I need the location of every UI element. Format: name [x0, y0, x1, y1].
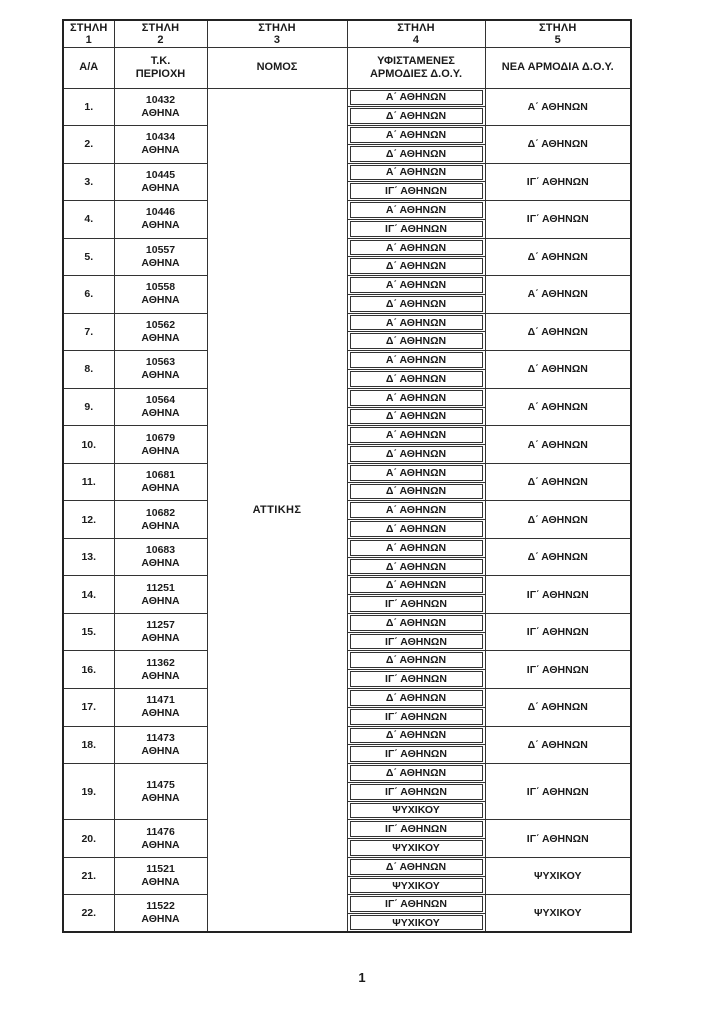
serial-number-cell: 6. [63, 276, 114, 314]
serial-number-cell: 21. [63, 857, 114, 895]
postal-code: 11471 [146, 694, 175, 707]
serial-number-cell: 9. [63, 388, 114, 426]
new-doy-cell: Δ΄ ΑΘΗΝΩΝ [485, 726, 631, 764]
table-row [63, 764, 631, 783]
existing-doy-cell [347, 182, 485, 201]
existing-doy-cell [347, 670, 485, 689]
postal-code-cell [114, 538, 207, 576]
column-title-number: 4 [412, 33, 420, 46]
table-row [63, 163, 631, 182]
existing-doy-cell [347, 407, 485, 426]
existing-doy-cell [347, 520, 485, 539]
existing-doy-cell [347, 257, 485, 276]
serial-number-cell: 17. [63, 689, 114, 727]
postal-code-cell [114, 351, 207, 389]
existing-doy-cell [347, 538, 485, 557]
postal-code: 11522 [146, 900, 175, 913]
new-doy-cell: Α΄ ΑΘΗΝΩΝ [485, 426, 631, 464]
postal-code: 11476 [146, 825, 175, 838]
new-doy-cell: Δ΄ ΑΘΗΝΩΝ [485, 313, 631, 351]
postal-code: 11251 [146, 581, 175, 594]
postal-code: 10557 [145, 243, 176, 256]
serial-number-cell: 14. [63, 576, 114, 614]
postal-code-cell [114, 764, 207, 820]
existing-doy-box: Δ΄ ΑΘΗΝΩΝ [350, 859, 483, 875]
existing-doy-cell [347, 351, 485, 370]
existing-doy-box: ΙΓ΄ ΑΘΗΝΩΝ [350, 784, 483, 800]
existing-doy-cell [347, 707, 485, 726]
new-doy-cell: ΨΥΧΙΚΟΥ [485, 895, 631, 933]
existing-doy-box: ΙΓ΄ ΑΘΗΝΩΝ [350, 596, 483, 612]
table-row [63, 426, 631, 445]
existing-doy-box: Δ΄ ΑΘΗΝΩΝ [350, 484, 483, 500]
existing-doy-box: Δ΄ ΑΘΗΝΩΝ [350, 521, 483, 537]
existing-doy-cell [347, 163, 485, 182]
existing-doy-cell [347, 219, 485, 238]
area-name: ΑΘΗΝΑ [141, 181, 180, 194]
existing-doy-cell [347, 88, 485, 107]
postal-code: 11521 [146, 863, 175, 876]
table-row [63, 276, 631, 295]
column-title-number: 1 [85, 33, 92, 46]
existing-doy-box: ΨΥΧΙΚΟΥ [350, 915, 483, 930]
existing-doy-box: Α΄ ΑΘΗΝΩΝ [350, 127, 483, 143]
table-row [63, 857, 631, 876]
table-row [63, 351, 631, 370]
existing-doy-cell [347, 914, 485, 933]
area-name: ΑΘΗΝΑ [141, 144, 180, 157]
new-doy-cell: Α΄ ΑΘΗΝΩΝ [485, 276, 631, 314]
existing-doy-cell [347, 144, 485, 163]
existing-doy-cell [347, 445, 485, 464]
existing-doy-cell [347, 463, 485, 482]
existing-doy-cell [347, 820, 485, 839]
existing-doy-box: Α΄ ΑΘΗΝΩΝ [350, 315, 483, 331]
serial-number-cell: 13. [63, 538, 114, 576]
existing-doy-box: Α΄ ΑΘΗΝΩΝ [350, 540, 483, 556]
existing-doy-cell [347, 313, 485, 332]
table-row [63, 501, 631, 520]
area-name: ΑΘΗΝΑ [141, 106, 180, 119]
area-name: ΑΘΗΝΑ [141, 294, 180, 307]
new-doy-cell: ΙΓ΄ ΑΘΗΝΩΝ [485, 764, 631, 820]
table-row [63, 613, 631, 632]
postal-code-cell [114, 126, 207, 164]
serial-number-cell: 2. [63, 126, 114, 164]
existing-doy-box: ΨΥΧΙΚΟΥ [350, 803, 483, 819]
existing-doy-cell [347, 557, 485, 576]
existing-doy-cell [347, 613, 485, 632]
existing-doy-cell [347, 332, 485, 351]
table-row [63, 201, 631, 220]
page-number: 1 [358, 970, 366, 985]
prefecture-cell: ΑΤΤΙΚΗΣ [207, 88, 347, 932]
existing-doy-cell [347, 839, 485, 858]
column-title-number: 2 [157, 33, 164, 46]
new-doy-cell: ΙΓ΄ ΑΘΗΝΩΝ [485, 820, 631, 858]
existing-doy-box: Δ΄ ΑΘΗΝΩΝ [350, 296, 483, 312]
existing-doy-cell [347, 632, 485, 651]
new-doy-cell: Δ΄ ΑΘΗΝΩΝ [485, 351, 631, 389]
existing-doy-box: Α΄ ΑΘΗΝΩΝ [350, 502, 483, 518]
serial-number-cell: 22. [63, 895, 114, 933]
existing-doy-cell [347, 801, 485, 820]
area-name: ΑΘΗΝΑ [141, 876, 180, 889]
existing-doy-box: Δ΄ ΑΘΗΝΩΝ [350, 615, 483, 631]
table-row [63, 313, 631, 332]
new-doy-cell: ΙΓ΄ ΑΘΗΝΩΝ [485, 651, 631, 689]
existing-doy-box: ΙΓ΄ ΑΘΗΝΩΝ [350, 183, 483, 199]
existing-doy-cell [347, 276, 485, 295]
postal-code: 10434 [145, 131, 176, 144]
area-name: ΑΘΗΝΑ [141, 444, 180, 457]
existing-doy-box: ΙΓ΄ ΑΘΗΝΩΝ [350, 746, 483, 762]
area-name: ΑΘΗΝΑ [141, 707, 180, 720]
table-row [63, 576, 631, 595]
header-line: ΝΕΑ ΑΡΜΟΔΙΑ Δ.Ο.Υ. [501, 61, 614, 73]
postal-code-cell [114, 651, 207, 689]
existing-doy-cell [347, 107, 485, 126]
existing-doy-box: ΙΓ΄ ΑΘΗΝΩΝ [350, 896, 483, 912]
postal-code: 10564 [145, 394, 176, 407]
area-name: ΑΘΗΝΑ [141, 744, 180, 757]
existing-doy-box: Δ΄ ΑΘΗΝΩΝ [350, 765, 483, 781]
existing-doy-box: Α΄ ΑΘΗΝΩΝ [350, 277, 483, 293]
serial-number-cell: 18. [63, 726, 114, 764]
existing-doy-box: Δ΄ ΑΘΗΝΩΝ [350, 108, 483, 124]
existing-doy-box: ΙΓ΄ ΑΘΗΝΩΝ [350, 821, 483, 837]
column-title-text: ΣΤΗΛΗ [538, 21, 577, 34]
existing-doy-box: Δ΄ ΑΘΗΝΩΝ [350, 728, 483, 744]
postal-code-cell [114, 501, 207, 539]
new-doy-cell: ΙΓ΄ ΑΘΗΝΩΝ [485, 613, 631, 651]
existing-doy-cell [347, 726, 485, 745]
existing-doy-cell [347, 501, 485, 520]
header-line: ΠΕΡΙΟΧΗ [135, 67, 186, 80]
table-row [63, 651, 631, 670]
header-line: Τ.Κ. [150, 54, 171, 67]
serial-number-cell: 19. [63, 764, 114, 820]
existing-doy-cell [347, 764, 485, 783]
existing-doy-cell [347, 595, 485, 614]
column-title-text: ΣΤΗΛΗ [258, 21, 296, 34]
column-header-postal-code [114, 47, 207, 88]
table-row [63, 388, 631, 407]
postal-code-cell [114, 576, 207, 614]
existing-doy-box: Α΄ ΑΘΗΝΩΝ [350, 352, 483, 368]
header-line: ΑΡΜΟΔΙΕΣ Δ.Ο.Υ. [369, 67, 462, 80]
existing-doy-box: Α΄ ΑΘΗΝΩΝ [350, 390, 483, 406]
area-name: ΑΘΗΝΑ [141, 219, 180, 232]
header-line: Α/Α [79, 61, 99, 73]
postal-code: 10558 [145, 281, 176, 294]
existing-doy-box: ΙΓ΄ ΑΘΗΝΩΝ [350, 221, 483, 237]
existing-doy-box: Δ΄ ΑΘΗΝΩΝ [350, 333, 483, 349]
existing-doy-cell [347, 745, 485, 764]
table-row [63, 538, 631, 557]
column-title-number: 3 [273, 33, 281, 46]
serial-number-cell: 3. [63, 163, 114, 201]
serial-number-cell: 5. [63, 238, 114, 276]
postal-code-cell [114, 820, 207, 858]
new-doy-cell: Α΄ ΑΘΗΝΩΝ [485, 388, 631, 426]
column-title-2 [114, 20, 207, 47]
new-doy-cell: Δ΄ ΑΘΗΝΩΝ [485, 238, 631, 276]
column-header-serial [63, 47, 114, 88]
existing-doy-cell [347, 651, 485, 670]
postal-code-cell [114, 88, 207, 126]
existing-doy-cell [347, 689, 485, 708]
column-title-number: 5 [554, 33, 561, 46]
existing-doy-box: ΨΥΧΙΚΟΥ [350, 878, 483, 894]
area-name: ΑΘΗΝΑ [141, 482, 180, 495]
existing-doy-cell [347, 576, 485, 595]
serial-number-cell: 11. [63, 463, 114, 501]
area-name: ΑΘΗΝΑ [141, 594, 180, 607]
serial-number-cell: 4. [63, 201, 114, 239]
postal-code: 10562 [145, 318, 176, 331]
postal-code: 11475 [146, 778, 175, 791]
area-name: ΑΘΗΝΑ [141, 256, 180, 269]
existing-doy-cell [347, 388, 485, 407]
column-title-4 [347, 20, 485, 47]
new-doy-cell: ΙΓ΄ ΑΘΗΝΩΝ [485, 163, 631, 201]
existing-doy-box: ΙΓ΄ ΑΘΗΝΩΝ [350, 709, 483, 725]
postal-code: 10681 [145, 469, 176, 482]
existing-doy-cell [347, 895, 485, 914]
existing-doy-cell [347, 201, 485, 220]
postal-code-cell [114, 388, 207, 426]
existing-doy-box: ΙΓ΄ ΑΘΗΝΩΝ [350, 634, 483, 650]
new-doy-cell: Δ΄ ΑΘΗΝΩΝ [485, 538, 631, 576]
area-name: ΑΘΗΝΑ [141, 557, 180, 570]
table-row [63, 126, 631, 145]
column-title-text: ΣΤΗΛΗ [69, 21, 108, 34]
postal-code: 10446 [145, 206, 176, 219]
table-row [63, 463, 631, 482]
table-body [63, 88, 631, 932]
postal-code: 10563 [145, 356, 176, 369]
new-doy-cell: Δ΄ ΑΘΗΝΩΝ [485, 689, 631, 727]
postal-code-cell [114, 463, 207, 501]
postal-code-cell [114, 613, 207, 651]
column-title-text: ΣΤΗΛΗ [141, 21, 180, 34]
existing-doy-cell [347, 369, 485, 388]
existing-doy-box: Δ΄ ΑΘΗΝΩΝ [350, 371, 483, 387]
column-title-1 [63, 20, 114, 47]
postal-code-cell [114, 276, 207, 314]
new-doy-cell: Δ΄ ΑΘΗΝΩΝ [485, 463, 631, 501]
new-doy-cell: Δ΄ ΑΘΗΝΩΝ [485, 501, 631, 539]
existing-doy-box: Α΄ ΑΘΗΝΩΝ [350, 165, 483, 181]
serial-number-cell: 1. [63, 88, 114, 126]
existing-doy-box: Α΄ ΑΘΗΝΩΝ [350, 427, 483, 443]
header-line: ΥΦΙΣΤΑΜΕΝΕΣ [377, 54, 455, 67]
serial-number-cell: 7. [63, 313, 114, 351]
postal-code: 10682 [145, 506, 176, 519]
existing-doy-box: Δ΄ ΑΘΗΝΩΝ [350, 258, 483, 274]
existing-doy-box: Α΄ ΑΘΗΝΩΝ [350, 465, 483, 481]
column-header-existing-doy [347, 47, 485, 88]
existing-doy-cell [347, 294, 485, 313]
new-doy-cell: ΙΓ΄ ΑΘΗΝΩΝ [485, 576, 631, 614]
postal-code: 10683 [145, 544, 176, 557]
postal-code-cell [114, 163, 207, 201]
table-header [63, 20, 631, 88]
postal-code-cell [114, 313, 207, 351]
column-title-text: ΣΤΗΛΗ [397, 21, 435, 34]
existing-doy-box: Δ΄ ΑΘΗΝΩΝ [350, 409, 483, 425]
postal-code-cell [114, 857, 207, 895]
area-name: ΑΘΗΝΑ [141, 913, 180, 926]
postal-code: 10432 [145, 93, 176, 106]
area-name: ΑΘΗΝΑ [141, 632, 180, 645]
postal-code: 10445 [145, 168, 176, 181]
postal-code-cell [114, 201, 207, 239]
area-name: ΑΘΗΝΑ [141, 369, 180, 382]
postal-code-cell [114, 426, 207, 464]
area-name: ΑΘΗΝΑ [141, 407, 180, 420]
postal-code: 10679 [145, 431, 176, 444]
existing-doy-cell [347, 857, 485, 876]
existing-doy-box: Δ΄ ΑΘΗΝΩΝ [350, 652, 483, 668]
existing-doy-box: ΙΓ΄ ΑΘΗΝΩΝ [350, 671, 483, 687]
existing-doy-cell [347, 426, 485, 445]
table-row [63, 726, 631, 745]
existing-doy-box: Δ΄ ΑΘΗΝΩΝ [350, 690, 483, 706]
existing-doy-cell [347, 782, 485, 801]
header-line: ΝΟΜΟΣ [256, 61, 298, 73]
serial-number-cell: 20. [63, 820, 114, 858]
table-row [63, 238, 631, 257]
postal-code-cell [114, 895, 207, 933]
area-name: ΑΘΗΝΑ [141, 791, 180, 804]
column-title-row [63, 20, 631, 47]
existing-doy-cell [347, 126, 485, 145]
new-doy-cell: ΨΥΧΙΚΟΥ [485, 857, 631, 895]
existing-doy-cell [347, 238, 485, 257]
table-row [63, 820, 631, 839]
new-doy-cell: ΙΓ΄ ΑΘΗΝΩΝ [485, 201, 631, 239]
serial-number-cell: 8. [63, 351, 114, 389]
doy-allocation-table [62, 19, 632, 933]
area-name: ΑΘΗΝΑ [141, 519, 180, 532]
postal-code-cell [114, 689, 207, 727]
column-header-row [63, 47, 631, 88]
serial-number-cell: 15. [63, 613, 114, 651]
new-doy-cell: Δ΄ ΑΘΗΝΩΝ [485, 126, 631, 164]
area-name: ΑΘΗΝΑ [141, 838, 180, 851]
serial-number-cell: 10. [63, 426, 114, 464]
postal-code: 11362 [146, 656, 175, 669]
existing-doy-box: Α΄ ΑΘΗΝΩΝ [350, 202, 483, 218]
column-title-3 [207, 20, 347, 47]
table-row [63, 895, 631, 914]
area-name: ΑΘΗΝΑ [141, 669, 180, 682]
existing-doy-box: Δ΄ ΑΘΗΝΩΝ [350, 559, 483, 575]
existing-doy-box: Α΄ ΑΘΗΝΩΝ [350, 90, 483, 106]
serial-number-cell: 12. [63, 501, 114, 539]
postal-code-cell [114, 238, 207, 276]
existing-doy-box: Α΄ ΑΘΗΝΩΝ [350, 240, 483, 256]
existing-doy-box: Δ΄ ΑΘΗΝΩΝ [350, 146, 483, 162]
column-header-prefecture [207, 47, 347, 88]
postal-code: 11257 [146, 619, 175, 632]
postal-code-cell [114, 726, 207, 764]
column-header-new-doy [485, 47, 631, 88]
existing-doy-box: Δ΄ ΑΘΗΝΩΝ [350, 446, 483, 462]
new-doy-cell: Α΄ ΑΘΗΝΩΝ [485, 88, 631, 126]
table-row [63, 689, 631, 708]
existing-doy-cell [347, 876, 485, 895]
existing-doy-box: ΨΥΧΙΚΟΥ [350, 840, 483, 856]
existing-doy-cell [347, 482, 485, 501]
column-title-5 [485, 20, 631, 47]
postal-code: 11473 [146, 731, 175, 744]
existing-doy-box: Δ΄ ΑΘΗΝΩΝ [350, 577, 483, 593]
table-row [63, 88, 631, 107]
area-name: ΑΘΗΝΑ [141, 331, 180, 344]
serial-number-cell: 16. [63, 651, 114, 689]
